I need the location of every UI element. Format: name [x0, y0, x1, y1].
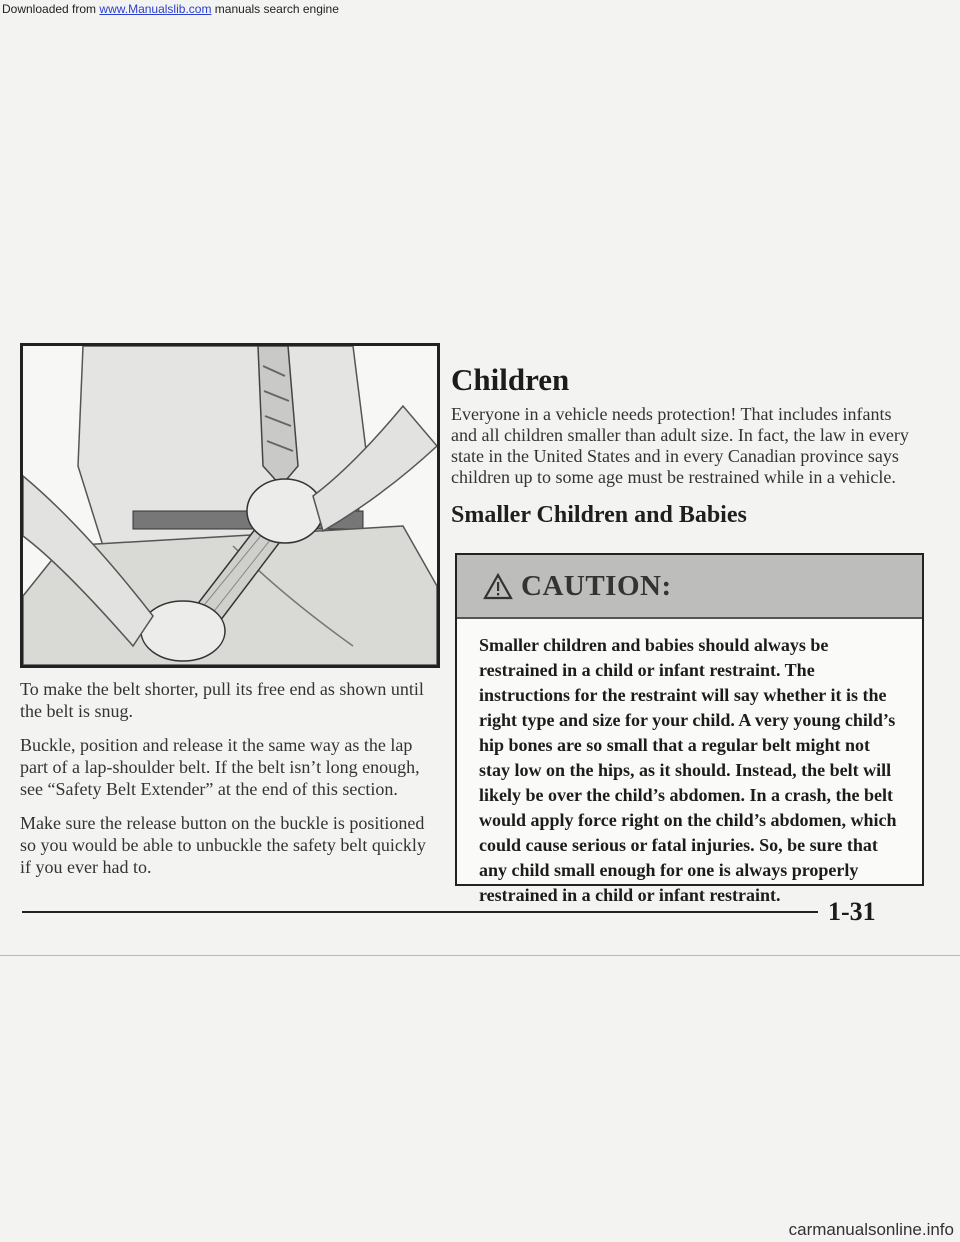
watermark: carmanualsonline.info [788, 1220, 954, 1239]
right-column [451, 362, 921, 543]
left-column-text [20, 678, 440, 890]
section-heading: Children [451, 362, 570, 397]
intro-paragraph: Everyone in a vehicle needs protection! That includes infants and all children smaller than adult size. In fact, the law in every state in the United States and in every Canadian province says children up to some age must be restrained while in a vehicle. [451, 404, 909, 487]
source-prefix: Downloaded from [2, 2, 97, 16]
paragraph-shorten-belt: To make the belt shorter, pull its free end as shown until the belt is snug. [20, 679, 424, 721]
caution-header [457, 555, 922, 619]
scan-edge-line [0, 955, 960, 956]
paragraph-release-button: Make sure the release button on the buckle is positioned so you would be able to unbuckle the safety belt quickly if you ever had to. [20, 813, 426, 877]
warning-triangle-icon [483, 573, 513, 600]
page-rule [22, 911, 818, 913]
caution-text: Smaller children and babies should always be restrained in a child or infant restraint. The instructions for the restraint will say whether it is the right type and size for your child. A very young child’s hip bones are so small that a regular belt might not stay low on the hips, as it should. Instead, the belt will likely be over the child’s abdomen. In a crash, the belt would apply force right on the child’s abdomen, which could cause serious or fatal injuries. So, be sure that any child small enough for one is always properly restrained in a child or infant restraint. [479, 635, 897, 905]
source-suffix: manuals search engine [214, 2, 339, 16]
caution-title: CAUTION: [521, 569, 672, 602]
caution-box [455, 553, 924, 905]
download-source-line [2, 2, 339, 16]
belt-drawing [23, 346, 437, 665]
page-number: 1-31 [828, 897, 876, 926]
belt-illustration [20, 343, 440, 668]
paragraph-buckle: Buckle, position and release it the same way as the lap part of a lap-shoulder belt. If the belt isn’t long enough, see “Safety Belt Extender” at the end of this section. [20, 735, 420, 799]
subsection-heading: Smaller Children and Babies [451, 502, 747, 528]
manualslib-link[interactable]: www.Manualslib.com [99, 2, 212, 16]
